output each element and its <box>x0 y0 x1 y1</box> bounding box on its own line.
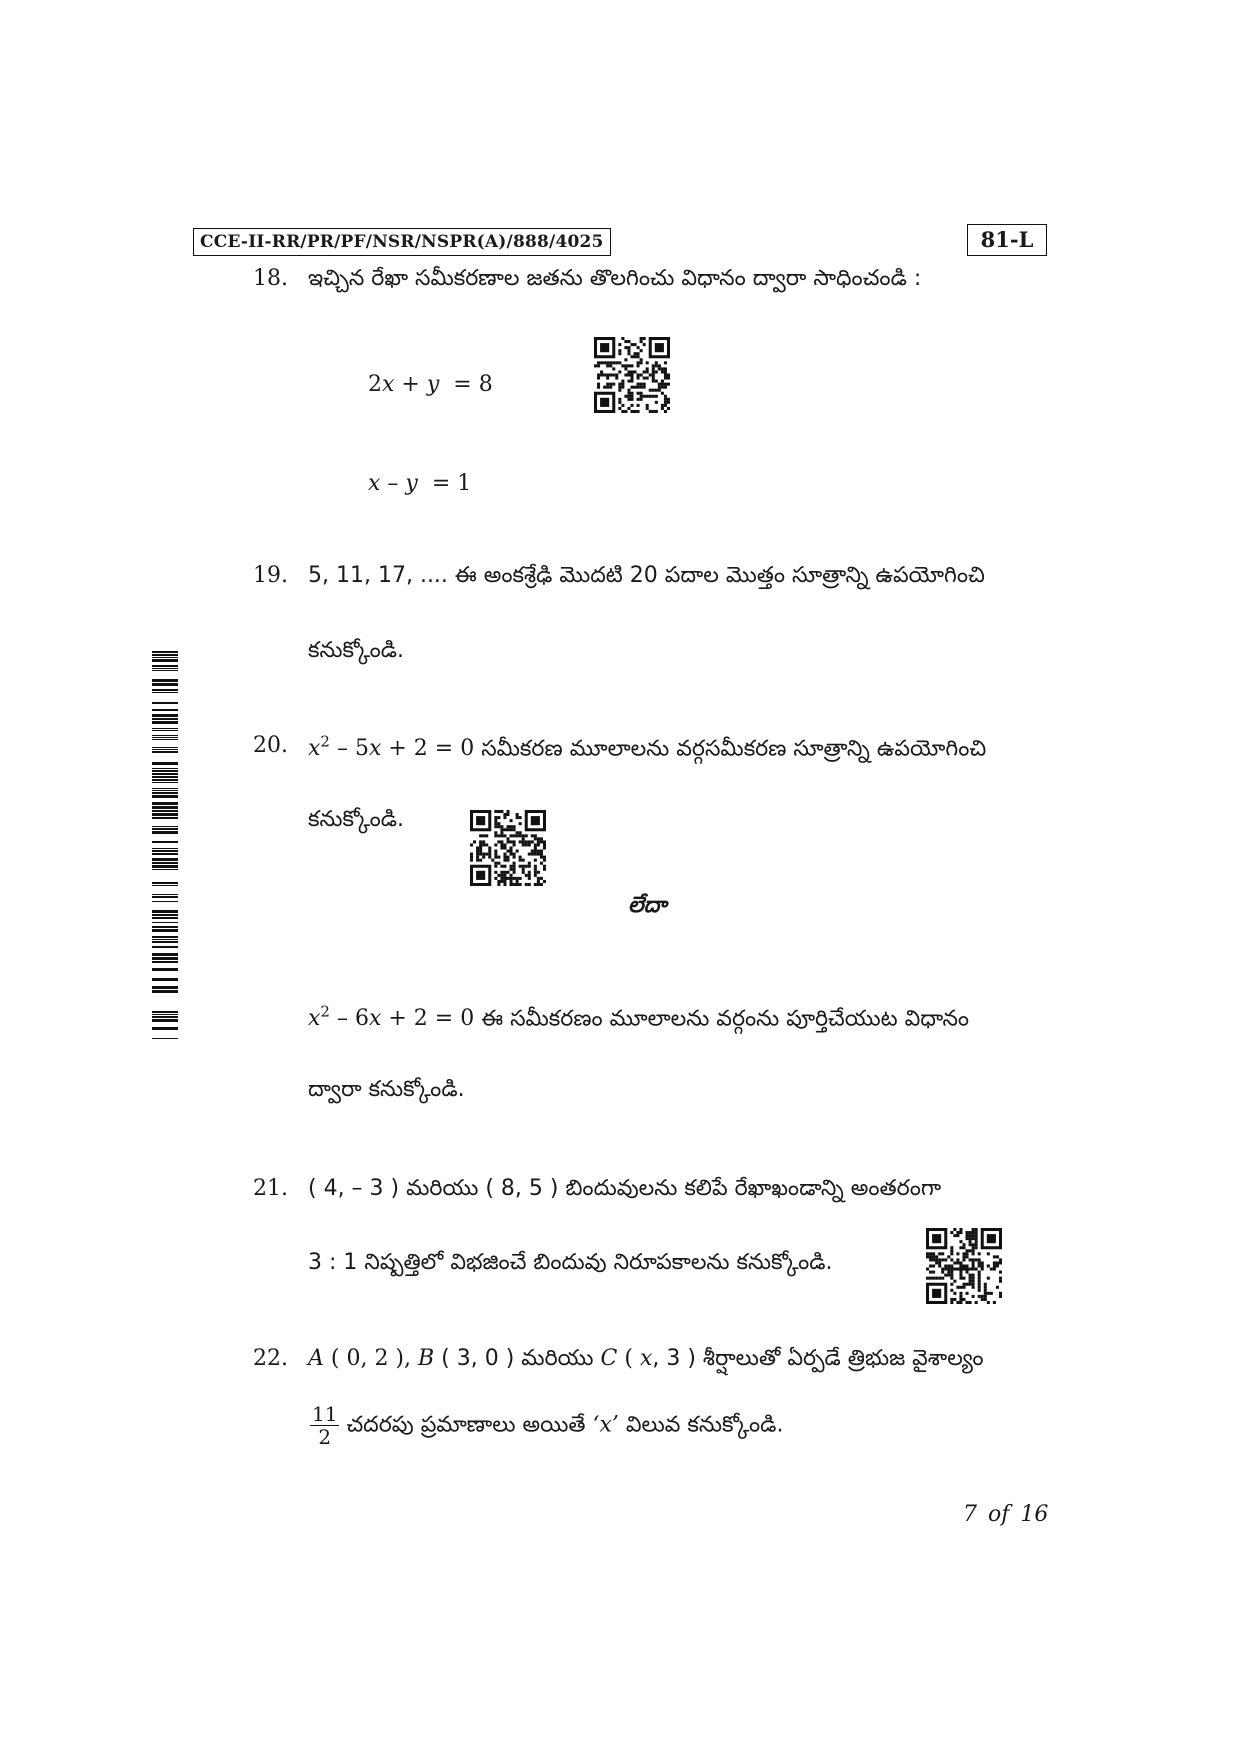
or-divider: లేదా <box>628 893 667 918</box>
question-number-22: 22. <box>253 1346 288 1371</box>
question-22-line-1: A ( 0, 2 ), B ( 3, 0 ) మరియు C ( x, 3 ) శీర్షాలుతో ఏర్పడే త్రిభుజ వైశాల్యం <box>308 1346 984 1371</box>
qr-code-icon <box>470 810 546 886</box>
fraction-11-over-2: $\frac{11}{2}$ <box>312 1402 338 1449</box>
question-21-line-2: 3 : 1 నిష్పత్తిలో విభజించే బిందువు నిరూపకాలను కనుక్కోండి. <box>308 1250 833 1275</box>
question-number-19: 19. <box>253 563 288 588</box>
question-19-line-1: 5, 11, 17, .... ఈ అంకశ్రేఢి మొదటి 20 పదాల మొత్తం సూత్రాన్ని ఉపయోగించి <box>308 563 985 588</box>
qr-code-icon <box>594 337 670 413</box>
paper-number: 81-L <box>967 224 1047 256</box>
question-number-21: 21. <box>253 1176 288 1201</box>
question-number-18: 18. <box>253 266 288 291</box>
paper-code: CCE-II-RR/PR/PF/NSR/NSPR(A)/888/4025 <box>193 228 611 256</box>
page-number: 7 of 16 <box>963 1502 1049 1527</box>
equation-18-1: 2x + y = 8 <box>368 372 493 397</box>
qr-code-icon <box>926 1228 1002 1304</box>
question-19-line-2: కనుక్కోండి. <box>308 638 405 663</box>
question-20-alt-line-1: $x^2 - 6x + 2 = 0$ ఈ సమీకరణం మూలాలను వర్గంను పూర్తిచేయుట విధానం <box>308 1003 970 1032</box>
equation-18-2: x – y = 1 <box>368 471 472 496</box>
question-20-line-1: $x^2 - 5x + 2 = 0$ సమీకరణ మూలాలను వర్గసమీకరణ సూత్రాన్ని ఉపయోగించి <box>308 733 987 762</box>
question-number-20: 20. <box>253 733 288 758</box>
question-20-line-2: కనుక్కోండి. <box>308 807 405 832</box>
barcode-icon <box>152 645 178 1040</box>
question-22-line-2: $\frac{11}{2}$ చదరపు ప్రమాణాలు అయితే ‘x’ విలువ కనుక్కోండి. <box>312 1402 784 1449</box>
question-18-text: ఇచ్చిన రేఖా సమీకరణాల జతను తొలగించు విధానం ద్వారా సాధించండి : <box>308 266 922 291</box>
question-20-alt-line-2: ద్వారా కనుక్కోండి. <box>308 1077 465 1102</box>
question-21-line-1: ( 4, – 3 ) మరియు ( 8, 5 ) బిందువులను కలిపే రేఖాఖండాన్ని అంతరంగా <box>308 1176 942 1201</box>
